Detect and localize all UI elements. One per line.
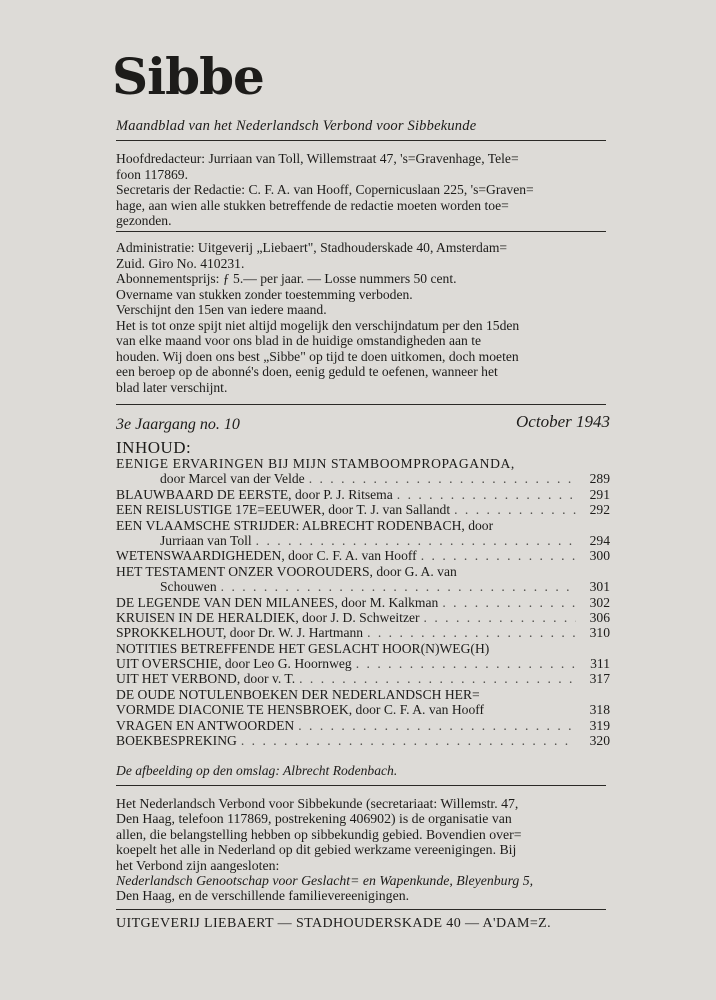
toc-title: KRUISEN IN DE HERALDIEK, door J. D. Schweitzer: [116, 609, 420, 625]
administration-info: [116, 240, 610, 395]
editorial-line: Hoofdredacteur: Jurriaan van Toll, Willemstraat 47, 's=Gravenhage, Tele=: [116, 151, 519, 166]
divider: [116, 404, 606, 405]
editorial-line: gezonden.: [116, 213, 172, 228]
toc-leader: [299, 671, 576, 686]
toc-entry: [116, 579, 610, 594]
toc-entry: [116, 518, 610, 533]
table-of-contents: [116, 456, 610, 748]
toc-leader: [309, 471, 576, 486]
toc-title: BOEKBESPREKING: [116, 733, 237, 749]
toc-page-number: 319: [589, 717, 610, 733]
toc-title: Schouwen: [160, 579, 217, 595]
editorial-line: hage, aan wien alle stukken betreffende de redactie moeten worden toe=: [116, 197, 509, 213]
toc-leader: [256, 533, 576, 548]
toc-entry: [116, 656, 610, 671]
toc-entry: [116, 548, 610, 563]
toc-page-number: 291: [589, 486, 610, 502]
editorial-line: Secretaris der Redactie: C. F. A. van Hooff, Copernicuslaan 225, 's=Graven=: [116, 182, 534, 197]
toc-leader: [442, 595, 576, 610]
masthead-subtitle: Maandblad van het Nederlandsch Verbond voor Sibbekunde: [116, 118, 477, 134]
admin-line: blad later verschijnt.: [116, 379, 228, 395]
verbond-line: Den Haag, telefoon 117869, postrekening 406902) is de organisatie van: [116, 811, 512, 827]
toc-title: EEN REISLUSTIGE 17E=EEUWER, door T. J. van Sallandt: [116, 502, 451, 518]
toc-leader: [424, 610, 576, 625]
admin-line: Het is tot onze spijt niet altijd mogelijk den verschijndatum per den 15den: [116, 317, 520, 333]
toc-page-number: 294: [589, 532, 610, 548]
toc-title: SPROKKELHOUT, door Dr. W. J. Hartmann: [116, 625, 364, 641]
verbond-line: Den Haag, en de verschillende familievereenigingen.: [116, 888, 410, 904]
toc-entry: [116, 595, 610, 610]
admin-line: Verschijnt den 15en van iedere maand.: [116, 302, 327, 317]
toc-title: UIT HET VERBOND, door v. T.: [116, 671, 296, 687]
publisher-footer: UITGEVERIJ LIEBAERT — STADHOUDERSKADE 40 — A'DAM=Z.: [116, 916, 551, 931]
toc-page-number: 292: [589, 502, 610, 518]
toc-title: door Marcel van der Velde: [160, 471, 305, 487]
admin-line: Overname van stukken zonder toestemming verboden.: [116, 286, 413, 302]
admin-line: een beroep op de abonné's doen, eenig geduld te oefenen, wanneer het: [116, 364, 498, 379]
toc-entry: [116, 733, 610, 748]
toc-page-number: 306: [589, 609, 610, 625]
issue-header: [116, 412, 610, 434]
toc-entry: [116, 702, 610, 717]
divider: [116, 231, 606, 232]
toc-leader: [397, 487, 576, 502]
toc-entry: [116, 625, 610, 640]
verbond-line: koepelt het alle in Nederland op dit gebied werkzame vereenigingen. Bij: [116, 842, 517, 858]
toc-entry: [116, 687, 610, 702]
cover-caption: De afbeelding op den omslag: Albrecht Rodenbach.: [116, 763, 398, 778]
toc-leader: [356, 656, 576, 671]
admin-line: Abonnementsprijs: ƒ 5.— per jaar. — Losse nummers 50 cent.: [116, 271, 457, 286]
toc-title: NOTITIES BETREFFENDE HET GESLACHT HOOR(N)WEG(H): [116, 640, 490, 656]
toc-entry: [116, 564, 610, 579]
toc-entry: [116, 671, 610, 686]
toc-page-number: 311: [590, 656, 610, 672]
verbond-line: Nederlandsch Genootschap voor Geslacht= en Wapenkunde, Bleyenburg 5,: [116, 873, 534, 889]
divider: [116, 909, 606, 910]
admin-line: houden. Wij doen ons best „Sibbe" op tijd te doen uitkomen, doch moeten: [116, 348, 519, 364]
verbond-line: allen, die belangstelling hebben op sibbekundig gebied. Bovendien over=: [116, 826, 522, 842]
toc-leader: [241, 733, 576, 748]
toc-title: BLAUWBAARD DE EERSTE, door P. J. Ritsema: [116, 486, 393, 502]
toc-entry: [116, 502, 610, 517]
toc-page-number: 320: [589, 733, 610, 749]
toc-page-number: 318: [589, 702, 610, 718]
verbond-line: Het Nederlandsch Verbond voor Sibbekunde (secretariaat: Willemstr. 47,: [116, 796, 519, 811]
toc-page-number: 289: [589, 471, 610, 487]
toc-entry: [116, 456, 610, 471]
divider: [116, 140, 606, 141]
toc-title: EEN VLAAMSCHE STRIJDER: ALBRECHT RODENBACH, door: [116, 517, 494, 533]
toc-title: VORMDE DIACONIE TE HENSBROEK, door C. F. A. van Hooff: [116, 702, 485, 718]
editorial-info: [116, 151, 610, 229]
toc-leader: [221, 579, 576, 594]
toc-page-number: 301: [589, 579, 610, 595]
admin-line: van elke maand voor ons blad in de huidige omstandigheden aan te: [116, 333, 482, 348]
toc-leader: [454, 502, 576, 517]
toc-title: VRAGEN EN ANTWOORDEN: [116, 717, 295, 733]
toc-entry: [116, 610, 610, 625]
toc-entry: [116, 471, 610, 486]
toc-title: Jurriaan van Toll: [160, 532, 252, 548]
toc-page-number: 310: [589, 625, 610, 641]
toc-title: DE OUDE NOTULENBOEKEN DER NEDERLANDSCH HER=: [116, 686, 480, 702]
toc-page-number: 300: [589, 548, 610, 564]
volume-number: 3e Jaargang no. 10: [116, 416, 240, 433]
verbond-info: [116, 796, 610, 904]
verbond-line: het Verbond zijn aangesloten:: [116, 857, 280, 873]
contents-heading: INHOUD:: [116, 438, 192, 457]
toc-leader: [298, 718, 576, 733]
toc-leader: [367, 625, 576, 640]
toc-page-number: 317: [589, 671, 610, 687]
toc-entry: [116, 641, 610, 656]
editorial-line: foon 117869.: [116, 166, 188, 182]
toc-title: EENIGE ERVARINGEN BIJ MIJN STAMBOOMPROPAGANDA,: [116, 456, 515, 471]
admin-line: Zuid. Giro No. 410231.: [116, 255, 245, 271]
masthead-title: Sibbe: [112, 47, 264, 106]
toc-page-number: 302: [589, 594, 610, 610]
toc-title: UIT OVERSCHIE, door Leo G. Hoornweg: [116, 656, 352, 672]
issue-date: October 1943: [516, 412, 610, 431]
toc-title: WETENSWAARDIGHEDEN, door C. F. A. van Hooff: [116, 548, 417, 564]
toc-entry: [116, 718, 610, 733]
divider: [116, 785, 606, 786]
toc-title: DE LEGENDE VAN DEN MILANEES, door M. Kalkman: [116, 594, 439, 610]
toc-entry: [116, 533, 610, 548]
admin-line: Administratie: Uitgeverij „Liebaert", Stadhouderskade 40, Amsterdam=: [116, 240, 508, 255]
toc-leader: [421, 548, 576, 563]
toc-entry: [116, 487, 610, 502]
toc-title: HET TESTAMENT ONZER VOOROUDERS, door G. A. van: [116, 563, 457, 579]
